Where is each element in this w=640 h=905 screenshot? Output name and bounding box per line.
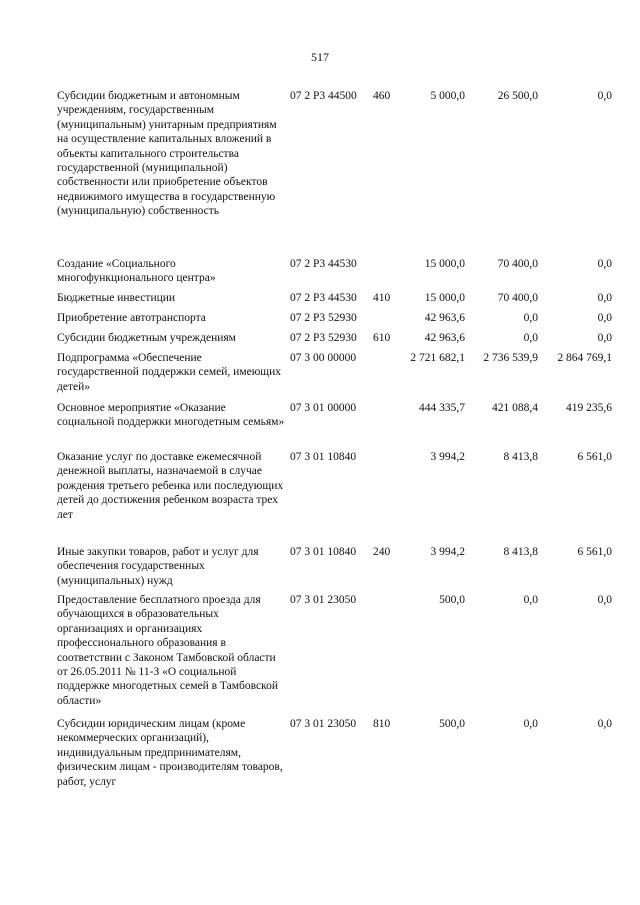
row-expense-type: 240 <box>373 546 391 558</box>
row-value-1: 15 000,0 <box>424 292 465 304</box>
row-target-code: 07 2 Р3 52930 <box>290 332 357 344</box>
row-value-3: 0,0 <box>597 90 612 102</box>
row-value-2: 70 400,0 <box>497 258 538 270</box>
row-name: Иные закупки товаров, работ и услуг для обеспечения государственных (муниципальных) нужд <box>57 546 259 587</box>
row-value-1: 5 000,0 <box>430 90 465 102</box>
row-value-3: 0,0 <box>597 312 612 324</box>
row-value-1: 42 963,6 <box>424 312 465 324</box>
row-target-code: 07 2 Р3 44500 <box>290 90 357 102</box>
row-target-code: 07 3 01 00000 <box>290 402 357 414</box>
row-value-2: 0,0 <box>523 312 538 324</box>
row-value-2: 26 500,0 <box>497 90 538 102</box>
row-name: Оказание услуг по доставке ежемесячной денежной выплаты, назначаемой в случае рождения третьего ребенка или последующих детей до достижения ребенком возраста трех лет <box>57 451 284 521</box>
row-value-2: 2 736 539,9 <box>483 352 538 364</box>
row-name: Субсидии бюджетным и автономным учреждениям, государственным (муниципальным) унитарным предприятиям на осуществление капитальных вложений в объекты капитального строительства государственной (муниципальной) собственности или приобретение объектов недвижимого имущества в государственную (муниципальную) собственность <box>57 90 277 218</box>
row-value-1: 500,0 <box>439 594 465 606</box>
row-name: Субсидии юридическим лицам (кроме некоммерческих организаций), индивидуальным предпринимателям, физическим лицам - производителям товаров, работ, услуг <box>57 718 283 788</box>
row-target-code: 07 3 01 23050 <box>290 594 357 606</box>
row-value-2: 8 413,8 <box>503 451 538 463</box>
row-value-3: 0,0 <box>597 292 612 304</box>
row-target-code: 07 2 Р3 44530 <box>290 292 357 304</box>
row-value-3: 6 561,0 <box>577 451 612 463</box>
row-value-2: 8 413,8 <box>503 546 538 558</box>
row-value-1: 3 994,2 <box>430 546 465 558</box>
row-value-1: 3 994,2 <box>430 451 465 463</box>
row-value-3: 0,0 <box>597 718 612 730</box>
row-value-1: 444 335,7 <box>419 402 465 414</box>
row-target-code: 07 3 01 23050 <box>290 718 357 730</box>
row-value-3: 2 864 769,1 <box>557 352 612 364</box>
row-expense-type: 610 <box>373 332 391 344</box>
row-expense-type: 810 <box>373 718 391 730</box>
row-value-2: 421 088,4 <box>492 402 538 414</box>
row-name: Приобретение автотранспорта <box>57 312 206 324</box>
row-expense-type: 460 <box>373 90 391 102</box>
row-name: Подпрограмма «Обеспечение государственной поддержки семей, имеющих детей» <box>57 352 282 393</box>
row-value-1: 500,0 <box>439 718 465 730</box>
row-value-2: 70 400,0 <box>497 292 538 304</box>
row-name: Создание «Социального многофункционального центра» <box>57 258 216 285</box>
page-number: 517 <box>311 50 329 64</box>
row-value-1: 2 721 682,1 <box>410 352 465 364</box>
row-value-1: 42 963,6 <box>424 332 465 344</box>
row-target-code: 07 3 00 00000 <box>290 352 357 364</box>
row-name: Предоставление бесплатного проезда для обучающихся в образовательных организациях и организациях профессионального образования в соответствии с Законом Тамбовской области от 26.05.2011 № 11-З «О социальной поддержке многодетных семей в Тамбовской области» <box>57 594 279 707</box>
row-value-2: 0,0 <box>523 594 538 606</box>
row-target-code: 07 3 01 10840 <box>290 451 357 463</box>
row-name: Бюджетные инвестиции <box>57 292 176 304</box>
row-value-2: 0,0 <box>523 332 538 344</box>
row-expense-type: 410 <box>373 292 391 304</box>
row-target-code: 07 2 Р3 44530 <box>290 258 357 270</box>
row-value-3: 0,0 <box>597 332 612 344</box>
row-value-3: 419 235,6 <box>566 402 612 414</box>
row-value-3: 0,0 <box>597 258 612 270</box>
row-value-1: 15 000,0 <box>424 258 465 270</box>
row-name: Основное мероприятие «Оказание социальной поддержки многодетным семьям» <box>57 402 285 429</box>
row-value-3: 6 561,0 <box>577 546 612 558</box>
row-target-code: 07 2 Р3 52930 <box>290 312 357 324</box>
row-value-3: 0,0 <box>597 594 612 606</box>
row-value-2: 0,0 <box>523 718 538 730</box>
row-name: Субсидии бюджетным учреждениям <box>57 332 236 344</box>
row-target-code: 07 3 01 10840 <box>290 546 357 558</box>
